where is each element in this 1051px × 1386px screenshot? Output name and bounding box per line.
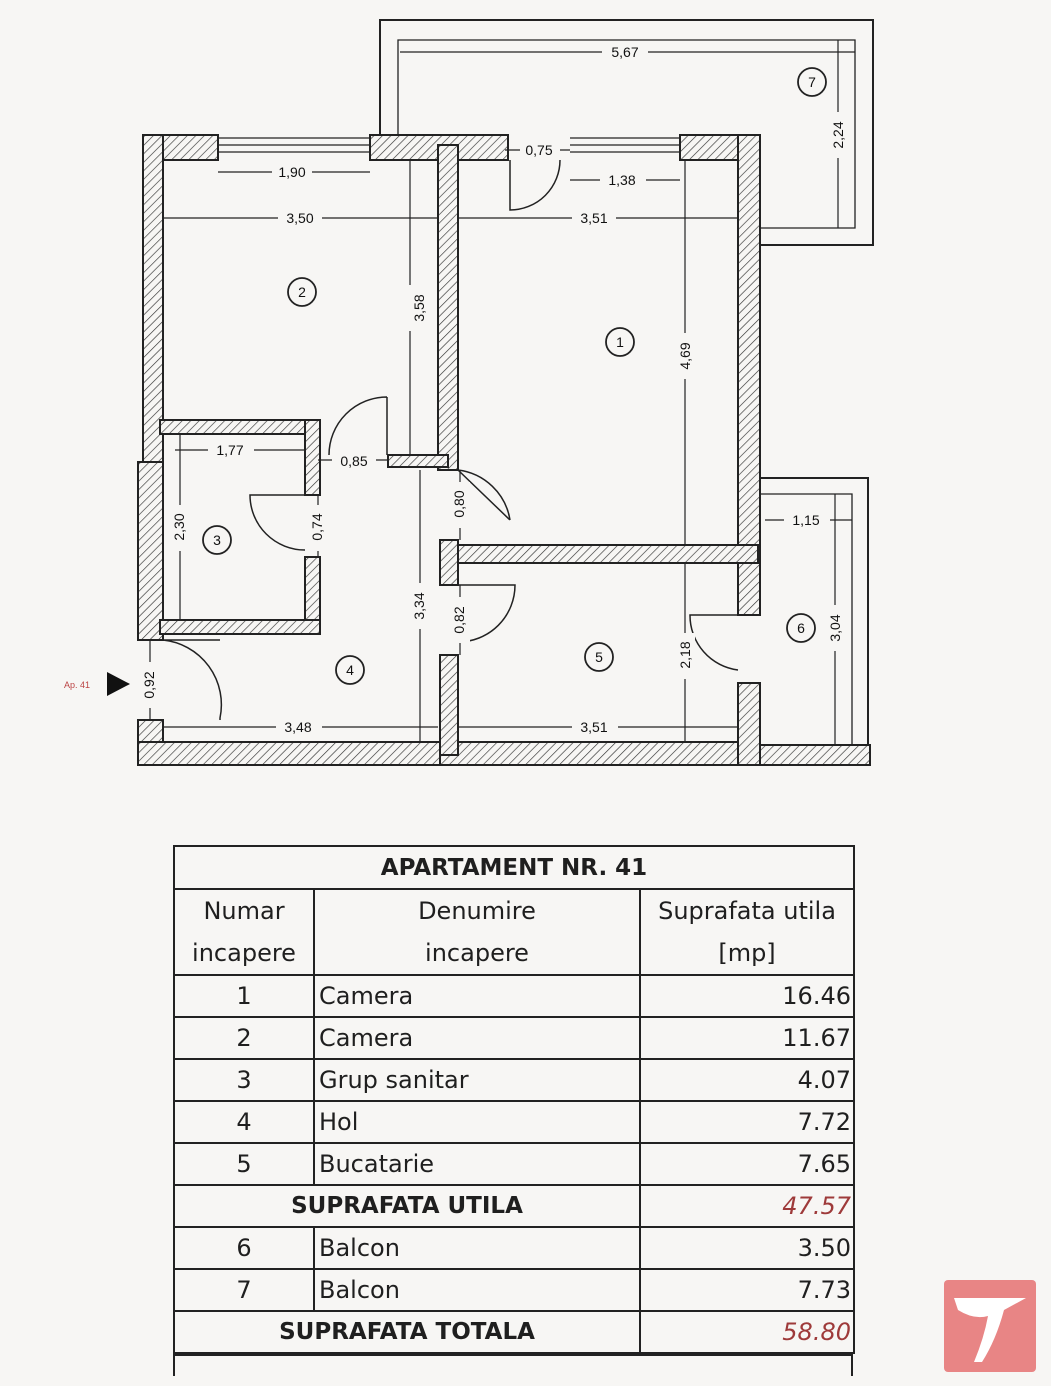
entry-marker — [64, 672, 130, 696]
dim-hall-width: 3,48 — [284, 719, 312, 735]
dim-room2-depth: 3,58 — [411, 294, 427, 322]
entry-arrow-icon — [107, 672, 130, 696]
dim-kitchen-door-height: 2,18 — [677, 641, 693, 669]
dim-room1-depth: 4,69 — [677, 342, 693, 370]
svg-text:3: 3 — [213, 532, 221, 548]
room-marker-7 — [798, 68, 826, 96]
dim-balcony6-depth: 3,04 — [827, 614, 843, 642]
table-row: 5 Bucatarie 7.65 — [174, 1143, 854, 1185]
subtotal-row: SUPRAFATA UTILA 47.57 — [174, 1185, 854, 1227]
table-row: 7 Balcon 7.73 — [174, 1269, 854, 1311]
svg-text:7: 7 — [808, 74, 816, 90]
table-row: 2 Camera 11.67 — [174, 1017, 854, 1059]
dim-entry-door: 0,92 — [141, 671, 157, 699]
table-cut-row — [173, 1354, 853, 1376]
dim-hall-depth: 3,34 — [411, 592, 427, 620]
total-row: SUPRAFATA TOTALA 58.80 — [174, 1311, 854, 1353]
entry-label: Ap. 41 — [64, 680, 91, 690]
dim-balcony6-width: 1,15 — [792, 512, 820, 528]
table-row: 4 Hol 7.72 — [174, 1101, 854, 1143]
table-row: 6 Balcon 3.50 — [174, 1227, 854, 1269]
dim-window-room2: 1,90 — [278, 164, 306, 180]
dim-window-room1: 1,38 — [608, 172, 636, 188]
svg-text:6: 6 — [797, 620, 805, 636]
svg-text:1: 1 — [616, 334, 624, 350]
brand-logo-icon — [944, 1280, 1036, 1372]
dim-door-kitchen: 0,82 — [451, 606, 467, 634]
table-row: 3 Grup sanitar 4.07 — [174, 1059, 854, 1101]
header-number: Numar incapere — [174, 889, 314, 975]
rooms-table — [173, 845, 855, 1354]
dim-balcony7-width: 5,67 — [611, 44, 639, 60]
dim-door-balcony: 0,75 — [525, 142, 553, 158]
header-name: Denumire incapere — [314, 889, 640, 975]
room-marker-1 — [606, 328, 634, 356]
room-marker-6 — [787, 614, 815, 642]
dim-room2-width: 3,50 — [286, 210, 314, 226]
svg-text:4: 4 — [346, 662, 354, 678]
table-row: 1 Camera 16.46 — [174, 975, 854, 1017]
svg-text:5: 5 — [595, 649, 603, 665]
room-marker-5 — [585, 643, 613, 671]
svg-text:2: 2 — [298, 284, 306, 300]
room-marker-2 — [288, 278, 316, 306]
room-marker-4 — [336, 656, 364, 684]
apartment-table — [173, 845, 853, 1376]
dim-balcony7-depth: 2,24 — [830, 121, 846, 149]
dim-door-room1: 0,80 — [451, 490, 467, 518]
header-area: Suprafata utila [mp] — [640, 889, 854, 975]
dim-door-bath: 0,74 — [309, 513, 325, 541]
dim-bath-width: 1,77 — [216, 442, 244, 458]
dim-door-room2: 0,85 — [340, 453, 368, 469]
room-marker-3 — [203, 526, 231, 554]
table-title: APARTAMENT NR. 41 — [174, 846, 854, 889]
dim-room1-width: 3,51 — [580, 210, 608, 226]
dim-kitchen-width: 3,51 — [580, 719, 608, 735]
dim-bath-depth: 2,30 — [171, 513, 187, 541]
